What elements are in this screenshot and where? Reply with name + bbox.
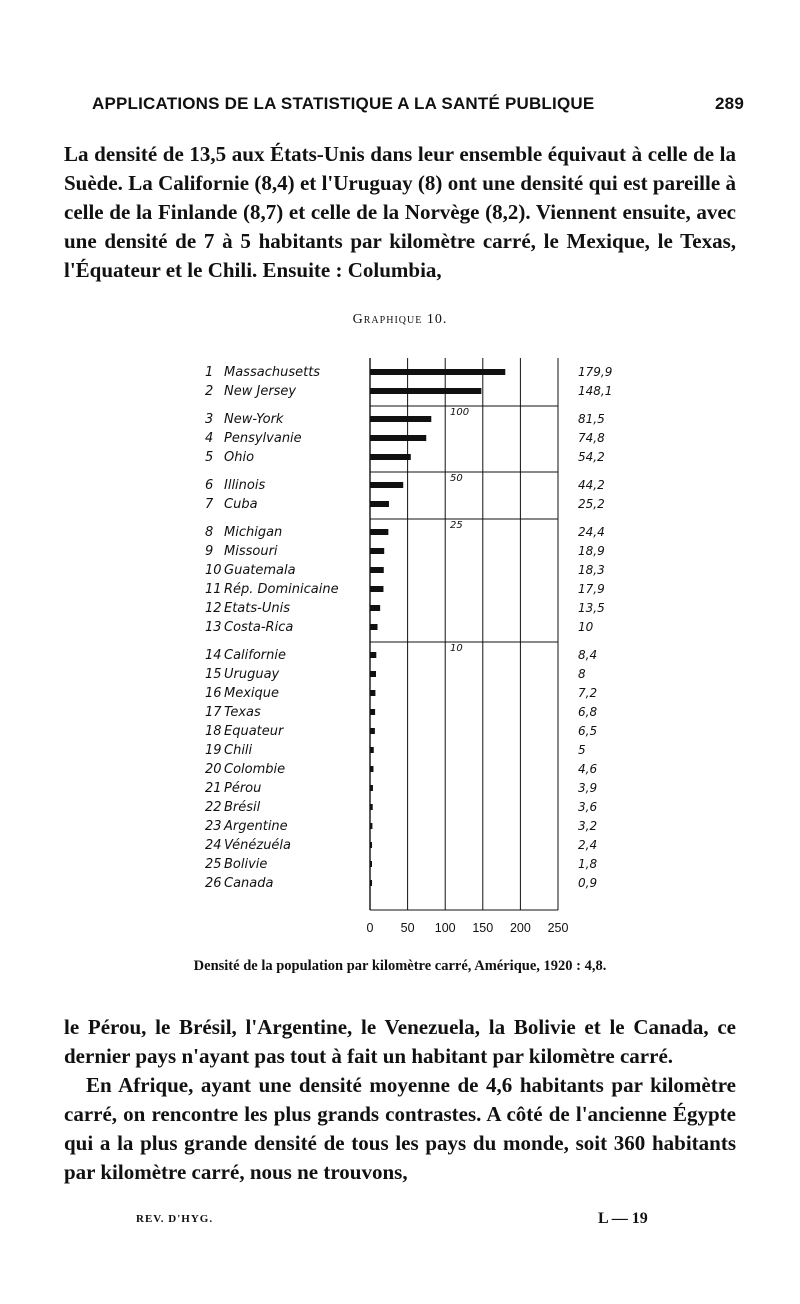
value-label: 1,8 — [578, 857, 598, 871]
category-label: Rép. Dominicaine — [224, 582, 339, 597]
rank-label: 26 — [205, 876, 222, 891]
value-label: 13,5 — [578, 601, 605, 615]
value-label: 25,2 — [578, 497, 605, 511]
value-label: 10 — [578, 620, 594, 634]
value-label: 44,2 — [578, 478, 605, 492]
rank-label: 5 — [205, 450, 214, 465]
rank-label: 23 — [205, 819, 222, 834]
x-tick-label: 100 — [434, 921, 456, 935]
bar — [370, 501, 389, 507]
value-label: 3,2 — [578, 819, 598, 833]
value-label: 4,6 — [578, 762, 598, 776]
rank-label: 17 — [205, 705, 222, 720]
value-label: 2,4 — [578, 838, 598, 852]
category-label: Vénézuéla — [224, 838, 292, 853]
rank-label: 8 — [205, 525, 214, 540]
category-label: Pérou — [224, 781, 262, 796]
bar — [370, 880, 372, 886]
category-label: Etats-Unis — [224, 601, 290, 616]
rank-label: 11 — [205, 582, 222, 597]
category-label: Texas — [224, 705, 261, 720]
value-label: 5 — [578, 743, 586, 757]
header-title: APPLICATIONS DE LA STATISTIQUE A LA SANTÉ PUBLIQUE — [92, 94, 595, 113]
rank-label: 20 — [205, 762, 222, 777]
rank-label: 3 — [205, 412, 214, 427]
bar — [370, 690, 375, 696]
footer-journal: REV. D'HYG. — [136, 1213, 214, 1225]
bar — [370, 652, 376, 658]
category-label: Mexique — [224, 686, 280, 701]
value-label: 18,3 — [578, 563, 605, 577]
paragraph: En Afrique, ayant une densité moyenne de 4,6 habitants par kilomètre carré, on rencontre les plus grands contrastes. A côté de l'ancienne Égypte qui a la plus grande densité de tous les pays du monde, soit 360 habitants par kilomètre carré, nous ne trouvons, — [64, 1073, 736, 1184]
rank-label: 13 — [205, 620, 222, 635]
category-label: Uruguay — [224, 667, 280, 682]
value-label: 6,5 — [578, 724, 598, 738]
rank-label: 21 — [205, 781, 222, 796]
bar — [370, 416, 431, 422]
paragraph: La densité de 13,5 aux États-Unis dans leur ensemble équivaut à celle de la Suède. La Californie (8,4) et l'Uruguay (8) ont une densité qui est pareille à celle de la Finlande (8,7) et celle de la Norvège (8,2). Viennent ensuite, avec une densité de 7 à 5 habitants par kilomètre carré, le Mexique, le Texas, l'Équateur et le Chili. Ensuite : Columbia, — [64, 142, 736, 282]
category-label: Pensylvanie — [224, 431, 302, 446]
value-label: 3,9 — [578, 781, 598, 795]
category-label: Californie — [224, 648, 286, 663]
bar — [370, 766, 373, 772]
category-label: New-York — [224, 412, 284, 427]
rank-label: 12 — [205, 601, 222, 616]
footer-signature: L — 19 — [598, 1210, 648, 1227]
value-label: 8 — [578, 667, 586, 681]
rank-label: 22 — [205, 800, 222, 815]
rank-label: 18 — [205, 724, 222, 739]
category-label: Bolivie — [224, 857, 268, 872]
bar — [370, 861, 372, 867]
reference-label: 50 — [450, 473, 463, 484]
bar — [370, 548, 384, 554]
rank-label: 19 — [205, 743, 222, 758]
body-text-bottom — [64, 1013, 736, 1187]
value-label: 148,1 — [578, 384, 613, 398]
rank-label: 4 — [205, 431, 214, 446]
category-label: New Jersey — [224, 384, 297, 399]
x-tick-label: 0 — [366, 921, 374, 935]
category-label: Colombie — [224, 762, 286, 777]
category-label: Brésil — [224, 800, 261, 815]
bar — [370, 804, 373, 810]
bar — [370, 435, 426, 441]
category-label: Massachusetts — [224, 365, 321, 380]
category-label: Guatemala — [224, 563, 296, 578]
category-label: Michigan — [224, 525, 283, 540]
value-label: 3,6 — [578, 800, 598, 814]
category-label: Equateur — [224, 724, 284, 739]
rank-label: 2 — [205, 384, 214, 399]
value-label: 8,4 — [578, 648, 598, 662]
bar — [370, 567, 384, 573]
bar — [370, 842, 372, 848]
bar — [370, 482, 403, 488]
bar — [370, 369, 505, 375]
value-label: 74,8 — [578, 431, 605, 445]
rank-label: 24 — [205, 838, 222, 853]
value-label: 24,4 — [578, 525, 605, 539]
category-label: Costa-Rica — [224, 620, 294, 635]
value-label: 7,2 — [578, 686, 598, 700]
rank-label: 1 — [205, 365, 214, 380]
rank-label: 10 — [205, 563, 222, 578]
value-label: 0,9 — [578, 876, 598, 890]
reference-label: 25 — [450, 520, 463, 531]
category-label: Cuba — [224, 497, 258, 512]
value-label: 179,9 — [578, 365, 613, 379]
rank-label: 6 — [205, 478, 214, 493]
category-label: Ohio — [224, 450, 255, 465]
x-tick-label: 50 — [400, 921, 415, 935]
rank-label: 14 — [205, 648, 222, 663]
bar — [370, 823, 372, 829]
bar — [370, 624, 378, 630]
rank-label: 16 — [205, 686, 222, 701]
bar — [370, 671, 376, 677]
bar — [370, 709, 375, 715]
category-label: Illinois — [224, 478, 266, 493]
value-label: 54,2 — [578, 450, 605, 464]
bar — [370, 605, 380, 611]
category-label: Chili — [224, 743, 253, 758]
rank-label: 15 — [205, 667, 222, 682]
reference-label: 10 — [450, 643, 463, 654]
figure-caption: Densité de la population par kilomètre carré, Amérique, 1920 : 4,8. — [193, 958, 607, 974]
x-tick-label: 150 — [472, 921, 494, 935]
bar — [370, 785, 373, 791]
value-label: 17,9 — [578, 582, 605, 596]
category-label: Missouri — [224, 544, 278, 559]
bar — [370, 586, 383, 592]
rank-label: 25 — [205, 857, 222, 872]
value-label: 18,9 — [578, 544, 605, 558]
x-tick-label: 250 — [547, 921, 569, 935]
rank-label: 9 — [205, 544, 214, 559]
bar — [370, 747, 374, 753]
paragraph: le Pérou, le Brésil, l'Argentine, le Venezuela, la Bolivie et le Canada, ce dernier pays n'ayant pas tout à fait un habitant par kilomètre carré. — [64, 1015, 736, 1068]
bar — [370, 728, 375, 734]
x-tick-label: 200 — [509, 921, 531, 935]
value-label: 6,8 — [578, 705, 598, 719]
page-number: 289 — [715, 94, 744, 113]
category-label: Canada — [224, 876, 274, 891]
bar — [370, 388, 481, 394]
rank-label: 7 — [205, 497, 214, 512]
value-label: 81,5 — [578, 412, 605, 426]
bar — [370, 529, 388, 535]
category-label: Argentine — [224, 819, 288, 834]
figure-label: Graphique 10. — [352, 312, 448, 327]
bar — [370, 454, 411, 460]
reference-label: 100 — [450, 407, 470, 418]
